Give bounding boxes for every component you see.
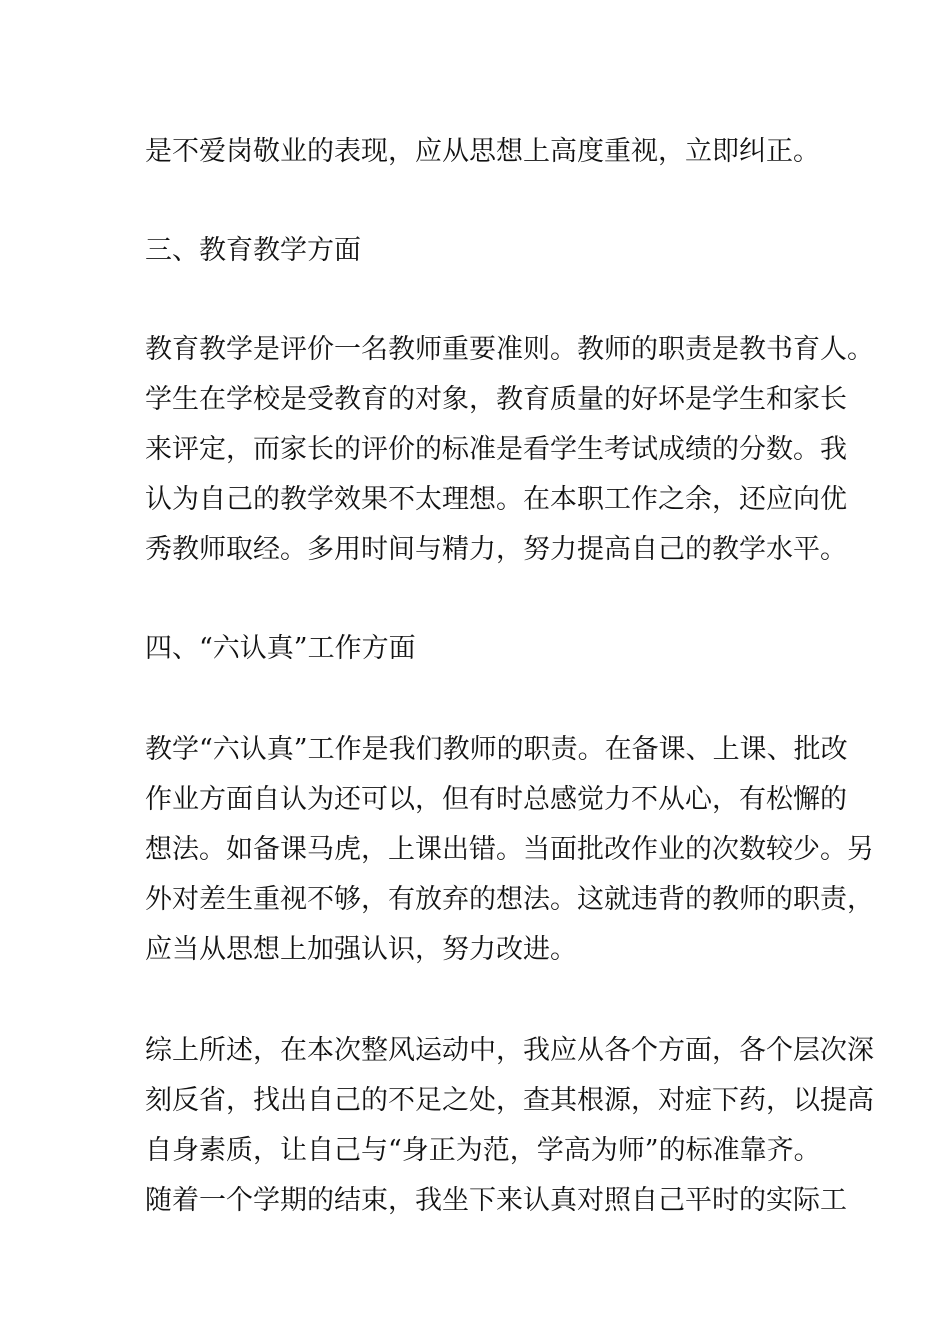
paragraph-line: 刻反省，找出自己的不足之处，查其根源，对症下药，以提高 [145,1085,874,1116]
paragraph-gap [145,975,810,1026]
paragraph-line: 随着一个学期的结束，我坐下来认真对照自己平时的实际工 [145,1185,847,1216]
document-body [145,127,874,1226]
paragraph-gap [145,177,810,226]
section-heading: 三、教育教学方面 [145,235,361,266]
paragraph-gap [145,575,810,624]
paragraph-line: 教学“六认真”工作是我们教师的职责。在备课、上课、批改 [145,734,848,765]
paragraph-gap [145,276,810,325]
paragraph-line: 外对差生重视不够，有放弃的想法。这就违背的教师的职责， [145,884,874,915]
paragraph-line: 作业方面自认为还可以，但有时总感觉力不从心，有松懈的 [145,784,847,815]
paragraph-line: 综上所述，在本次整风运动中，我应从各个方面，各个层次深 [145,1035,874,1066]
paragraph-line: 教育教学是评价一名教师重要准则。教师的职责是教书育人。 [145,334,874,365]
paragraph-line: 应当从思想上加强认识，努力改进。 [145,934,577,965]
paragraph-line: 自身素质，让自己与“身正为范，学高为师”的标准靠齐。 [145,1135,821,1166]
paragraph-gap [145,674,810,725]
paragraph-line: 来评定，而家长的评价的标准是看学生考试成绩的分数。我 [145,434,847,465]
paragraph-line: 认为自己的教学效果不太理想。在本职工作之余，还应向优 [145,484,847,515]
paragraph-line: 想法。如备课马虎，上课出错。当面批改作业的次数较少。另 [145,834,874,865]
paragraph-line: 是不爱岗敬业的表现，应从思想上高度重视，立即纠正。 [145,136,820,167]
paragraph-line: 学生在学校是受教育的对象，教育质量的好坏是学生和家长 [145,384,847,415]
section-heading: 四、“六认真”工作方面 [145,633,416,664]
paragraph-line: 秀教师取经。多用时间与精力，努力提高自己的教学水平。 [145,534,847,565]
